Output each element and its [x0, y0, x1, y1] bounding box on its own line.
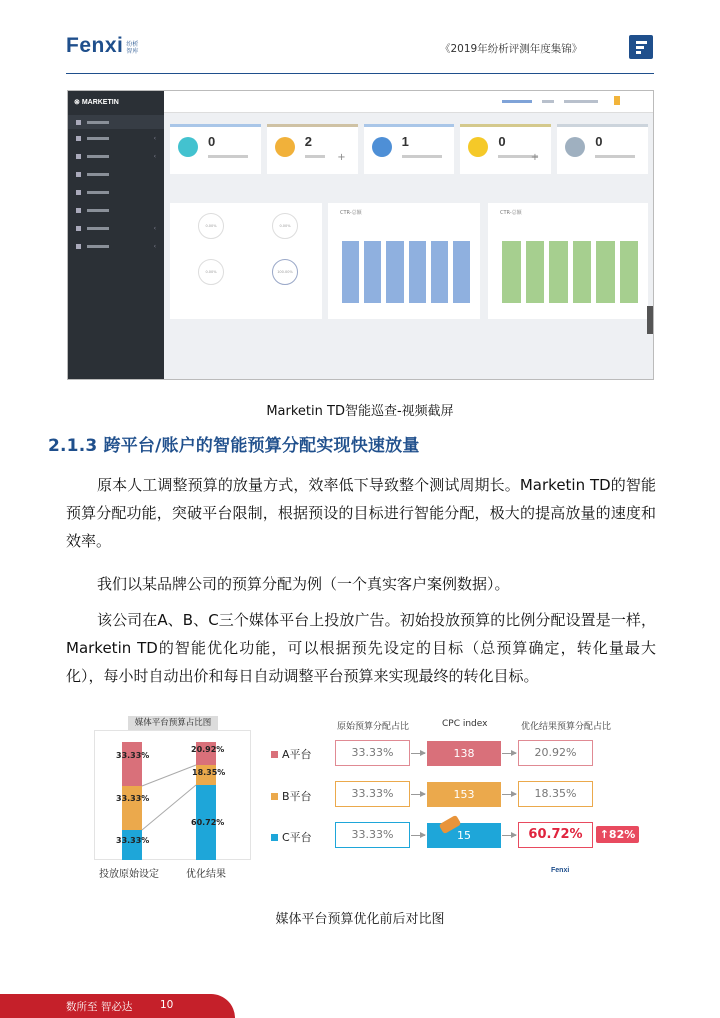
ratio-panel [170, 203, 322, 319]
stack-label: 20.92% [191, 745, 225, 754]
platform-label-a: A平台 [271, 746, 312, 762]
logo-subtitle: 纷析 智库 [126, 41, 139, 55]
stacked-chart-title: 媒体平台预算占比图 [128, 716, 218, 730]
arrow [411, 753, 425, 754]
dashboard-sidebar [68, 91, 164, 380]
stack-label: 33.33% [116, 836, 150, 845]
dashboard-topbar [164, 91, 653, 113]
document-icon [629, 35, 653, 59]
stack-label: 33.33% [116, 751, 150, 760]
platform-label-b: B平台 [271, 788, 312, 804]
kpi-card: 0 [170, 124, 261, 174]
ctr-chart-2: CTR-总额 [488, 203, 648, 319]
platform-label-c: C平台 [271, 829, 312, 845]
sidebar-nav-item: ‹ [68, 131, 164, 145]
arrow [411, 794, 425, 795]
x-axis-label: 优化结果 [186, 869, 226, 880]
marketin-dashboard-screenshot [67, 90, 654, 380]
footer-slogan: 数所至 智必达 [66, 1001, 133, 1013]
sidebar-nav-item: ‹ [68, 149, 164, 163]
sidebar-nav-item [68, 203, 164, 217]
arrow [411, 835, 425, 836]
budget-comparison-figure [88, 712, 648, 890]
section-heading: 2.1.3 跨平台/账户的智能预算分配实现快速放量 [48, 436, 420, 456]
ratio-circle: 0.00% [198, 213, 224, 239]
x-axis-label: 投放原始设定 [99, 869, 159, 880]
figure-logo: Fenxi [551, 867, 570, 874]
cpc-value-c: 15 [427, 823, 501, 848]
increase-badge: ↑82% [596, 826, 639, 843]
kpi-card: 0 + [460, 124, 551, 174]
header-logo [66, 34, 138, 58]
document-title: 《2019年纷析评测年度集锦》 [440, 43, 583, 55]
sidebar-nav-item: ‹ [68, 221, 164, 235]
ctr-chart-1: CTR-总额 [328, 203, 480, 319]
arrow [502, 753, 516, 754]
paragraph-3: 该公司在A、B、C三个媒体平台上投放广告。初始投放预算的比例分配设置是一样，Marketin TD的智能优化功能，可以根据预先设定的目标（总预算确定，转化量最大化），每小时自动出价和每日自动调整平台预算来实现最终的转化目标。 [66, 611, 656, 685]
sidebar-nav-item [68, 185, 164, 199]
kpi-card: 0 [557, 124, 648, 174]
sidebar-nav-item: ‹ [68, 239, 164, 253]
arrow [502, 835, 516, 836]
header-divider [66, 73, 654, 74]
optimized-value-c: 60.72% [518, 822, 593, 848]
paragraph-1: 原本人工调整预算的放量方式，效率低下导致整个测试周期长。Marketin TD的智能预算分配功能，突破平台限制，根据预设的目标进行智能分配，极大的提高放量的速度和效率。 [66, 476, 656, 550]
column-header: CPC index [442, 719, 488, 729]
kpi-cards [170, 124, 648, 179]
footer-band [0, 994, 235, 1018]
original-value-b: 33.33% [335, 781, 410, 807]
screenshot-caption: Marketin TD智能巡查-视频截屏 [266, 404, 454, 419]
kpi-card: 1 [364, 124, 455, 174]
kpi-card: 2 + [267, 124, 358, 174]
figure-caption: 媒体平台预算优化前后对比图 [275, 912, 445, 927]
optimized-value-a: 20.92% [518, 740, 593, 766]
logo-wordmark: Fenxi [66, 34, 124, 57]
arrow [502, 794, 516, 795]
original-value-a: 33.33% [335, 740, 410, 766]
ratio-circle: 0.00% [272, 213, 298, 239]
optimized-value-b: 18.35% [518, 781, 593, 807]
sidebar-nav-item [68, 115, 164, 129]
ratio-circle: 100.00% [272, 259, 298, 285]
stack-label: 60.72% [191, 818, 225, 827]
paragraph-2: 我们以某品牌公司的预算分配为例（一个真实客户案例数据）。 [97, 575, 510, 593]
column-header: 原始预算分配占比 [337, 722, 410, 732]
stack-connector-lines [88, 712, 268, 872]
stack-label: 18.35% [192, 768, 226, 777]
sidebar-nav-item [68, 167, 164, 181]
stack-label: 33.33% [116, 794, 150, 803]
column-header: 优化结果预算分配占比 [521, 722, 612, 732]
page-number: 10 [160, 999, 174, 1011]
marketin-brand: ⊗ MARKETIN [74, 99, 119, 106]
ratio-circle: 0.00% [198, 259, 224, 285]
cpc-value-b: 153 [427, 782, 501, 807]
scrollbar-thumb [647, 306, 653, 334]
cpc-value-a: 138 [427, 741, 501, 766]
original-value-c: 33.33% [335, 822, 410, 848]
